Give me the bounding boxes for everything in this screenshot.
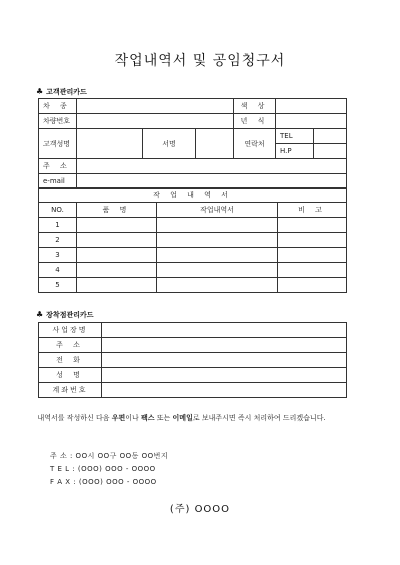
work-detail-field[interactable] <box>157 218 278 233</box>
remarks-field[interactable] <box>278 218 347 233</box>
phone-field[interactable] <box>102 353 347 368</box>
phone-label: 전 화 <box>39 353 102 368</box>
customer-card-heading <box>36 87 87 97</box>
customer-label: 고객성명 <box>39 129 77 159</box>
row-number: 1 <box>39 218 77 233</box>
club-icon: ♣ <box>36 310 44 319</box>
instruction-email: 이메일 <box>172 414 193 422</box>
color-label: 색 상 <box>234 99 276 114</box>
remarks-field[interactable] <box>278 263 347 278</box>
col-work-details: 작업내역서 <box>157 203 278 218</box>
tel-label: TEL <box>276 129 314 144</box>
customer-field[interactable] <box>77 129 143 159</box>
installer-card-heading <box>36 310 94 320</box>
email-label: e-mail <box>39 174 77 189</box>
address-label: 주 소 <box>39 159 77 174</box>
tel-field[interactable] <box>314 129 347 144</box>
remarks-field[interactable] <box>278 233 347 248</box>
item-name-field[interactable] <box>77 278 157 293</box>
hp-field[interactable] <box>314 144 347 159</box>
work-detail-field[interactable] <box>157 248 278 263</box>
item-name-field[interactable] <box>77 248 157 263</box>
installer-address-field[interactable] <box>102 338 347 353</box>
row-number: 5 <box>39 278 77 293</box>
instruction-text <box>33 412 368 424</box>
work-detail-field[interactable] <box>157 278 278 293</box>
year-field[interactable] <box>276 114 347 129</box>
customer-card-heading-text: 고객관리카드 <box>46 88 87 96</box>
signature-label: 서명 <box>143 129 196 159</box>
item-name-field[interactable] <box>77 233 157 248</box>
instruction-mail: 우편 <box>111 414 126 422</box>
col-no: NO. <box>39 203 77 218</box>
contact-label: 연락처 <box>234 129 276 159</box>
work-detail-field[interactable] <box>157 233 278 248</box>
account-number-field[interactable] <box>102 383 347 398</box>
plate-label: 차량번호 <box>39 114 77 129</box>
address-field[interactable] <box>77 159 347 174</box>
item-name-field[interactable] <box>77 218 157 233</box>
instruction-fax: 팩스 <box>141 414 155 422</box>
remarks-field[interactable] <box>278 248 347 263</box>
plate-field[interactable] <box>77 114 234 129</box>
col-remarks: 비 고 <box>278 203 347 218</box>
work-detail-field[interactable] <box>157 263 278 278</box>
installer-card-table <box>38 322 347 398</box>
name-label: 성 명 <box>39 368 102 383</box>
item-name-field[interactable] <box>77 263 157 278</box>
contact-fax: F A X : (OOO) OOO - OOOO <box>50 478 157 486</box>
installer-card-heading-text: 장착점관리카드 <box>46 311 94 319</box>
row-number: 3 <box>39 248 77 263</box>
contact-address: 주 소 : OO시 OO구 OO동 OO번지 <box>50 452 169 460</box>
instruction-part: 내역서를 작성하신 다음 <box>37 414 112 422</box>
customer-card-table <box>38 98 347 189</box>
installer-address-label: 주 소 <box>39 338 102 353</box>
hp-label: H.P <box>276 144 314 159</box>
signature-field[interactable] <box>196 129 234 159</box>
row-number: 2 <box>39 233 77 248</box>
car-name-field[interactable] <box>77 99 234 114</box>
business-name-field[interactable] <box>102 323 347 338</box>
company-name: (주) OOOO <box>169 504 231 515</box>
color-field[interactable] <box>276 99 347 114</box>
instruction-part: 이나 <box>125 414 142 422</box>
club-icon: ♣ <box>36 87 44 96</box>
col-item-name: 품 명 <box>77 203 157 218</box>
remarks-field[interactable] <box>278 278 347 293</box>
name-field[interactable] <box>102 368 347 383</box>
account-number-label: 계좌번호 <box>39 383 102 398</box>
year-label: 년 식 <box>234 114 276 129</box>
instruction-part: 로 보내주시면 즉시 처리하여 드리겠습니다. <box>192 414 326 422</box>
work-details-header: 작 업 내 역 서 <box>39 188 347 203</box>
work-details-table <box>38 187 347 293</box>
document-title: 작업내역서 및 공임청구서 <box>114 53 286 69</box>
row-number: 4 <box>39 263 77 278</box>
contact-tel: T E L : (OOO) OOO - OOOO <box>50 465 156 473</box>
instruction-part: 또는 <box>154 414 173 422</box>
business-name-label: 사업장명 <box>39 323 102 338</box>
car-name-label: 차 종 <box>39 99 77 114</box>
